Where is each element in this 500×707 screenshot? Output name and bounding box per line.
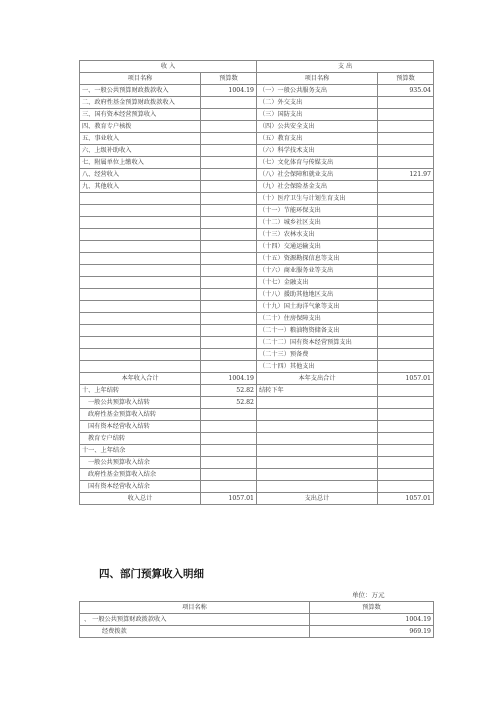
carryover-row: [80, 385, 434, 397]
income-total-label: 本年收入合计: [80, 373, 201, 385]
expense-item-value: [378, 193, 434, 205]
expense-item-value: [378, 145, 434, 157]
income-header: 收 入: [80, 61, 257, 73]
expense-item-value: [378, 241, 434, 253]
carryover-item-value: 52.82: [201, 397, 257, 409]
carryover-row: [80, 421, 434, 433]
carryover-row: [80, 481, 434, 493]
income-item-value: [201, 265, 257, 277]
carryover-expense-name: [257, 409, 378, 421]
carryover-row: [80, 469, 434, 481]
expense-total-value: 1057.01: [378, 373, 434, 385]
income-item-value: [201, 277, 257, 289]
carryover-row: [80, 457, 434, 469]
income-item-name: [80, 253, 201, 265]
expense-item-name: （二十二）国有资本经营预算支出: [257, 337, 378, 349]
carryover-expense-value: [378, 433, 434, 445]
carryover-item-value: [201, 457, 257, 469]
section-title: 四、部门预算收入明细: [99, 568, 204, 580]
expense-item-value: [378, 325, 434, 337]
income-item-value: [201, 289, 257, 301]
unit-label: 单位：万元: [352, 591, 385, 599]
income-item-name: [80, 241, 201, 253]
income-item-value: 1004.19: [201, 85, 257, 97]
carryover-item-name: 国有资本经营收入结余: [80, 481, 201, 493]
table-row: [80, 277, 434, 289]
carryover-expense-value: [378, 397, 434, 409]
income-item-name: [80, 361, 201, 373]
carryover-item-name: 十、上年结转: [80, 385, 201, 397]
table-row: [80, 337, 434, 349]
annual-total-row: [80, 373, 434, 385]
income-item-value: [201, 337, 257, 349]
expense-col-budget: 预算数: [378, 73, 434, 85]
income-item-name: 四、教育专户核拨: [80, 121, 201, 133]
income-item-value: [201, 205, 257, 217]
carryover-item-value: [201, 409, 257, 421]
carryover-row: [80, 409, 434, 421]
expense-item-name: （十九）国土海洋气象等支出: [257, 301, 378, 313]
detail-col-budget: 预算数: [310, 602, 434, 614]
income-item-value: [201, 349, 257, 361]
carryover-expense-name: 结转下年: [257, 385, 378, 397]
income-detail-body: [80, 602, 434, 638]
expense-item-name: （七）文化体育与传媒支出: [257, 157, 378, 169]
income-col-item: 项目名称: [80, 73, 201, 85]
expense-item-value: [378, 277, 434, 289]
expense-col-item: 项目名称: [257, 73, 378, 85]
carryover-expense-value: [378, 409, 434, 421]
income-item-value: [201, 229, 257, 241]
expense-item-name: （九）社会保险基金支出: [257, 181, 378, 193]
table-row: [80, 253, 434, 265]
income-item-value: [201, 217, 257, 229]
table-row: [80, 109, 434, 121]
carryover-expense-value: [378, 445, 434, 457]
carryover-expense-name: [257, 397, 378, 409]
income-item-value: [201, 157, 257, 169]
carryover-expense-name: [257, 469, 378, 481]
income-item-value: [201, 313, 257, 325]
table-row: [80, 361, 434, 373]
carryover-expense-value: [378, 457, 434, 469]
column-header-row: [80, 73, 434, 85]
table-row: [80, 313, 434, 325]
income-item-name: 五、事业收入: [80, 133, 201, 145]
carryover-expense-value: [378, 421, 434, 433]
income-item-name: [80, 289, 201, 301]
detail-row: [80, 614, 434, 626]
income-item-name: [80, 301, 201, 313]
expense-item-value: [378, 97, 434, 109]
table-row: [80, 121, 434, 133]
table-row: [80, 145, 434, 157]
table-row: [80, 169, 434, 181]
carryover-item-value: [201, 421, 257, 433]
detail-col-item: 项目名称: [80, 602, 310, 614]
table-row: [80, 85, 434, 97]
carryover-expense-name: [257, 433, 378, 445]
expense-item-value: [378, 313, 434, 325]
income-item-value: [201, 241, 257, 253]
expense-item-name: （十八）援助其他地区支出: [257, 289, 378, 301]
expense-item-name: （十七）金融支出: [257, 277, 378, 289]
carryover-expense-value: [378, 469, 434, 481]
expense-item-value: [378, 265, 434, 277]
expense-item-value: [378, 289, 434, 301]
detail-row: [80, 626, 434, 638]
income-item-value: [201, 253, 257, 265]
expense-item-value: [378, 205, 434, 217]
carryover-expense-name: [257, 457, 378, 469]
income-item-value: [201, 301, 257, 313]
carryover-item-value: [201, 481, 257, 493]
expense-item-value: [378, 133, 434, 145]
expense-item-value: 935.04: [378, 85, 434, 97]
income-item-name: 一、一般公共预算财政拨款收入: [80, 85, 201, 97]
table-row: [80, 157, 434, 169]
income-item-name: [80, 325, 201, 337]
expense-item-value: [378, 121, 434, 133]
expense-item-name: （二十一）粮油物资储备支出: [257, 325, 378, 337]
expense-item-value: [378, 109, 434, 121]
expense-item-name: （五）教育支出: [257, 133, 378, 145]
expense-item-name: （十四）交通运输支出: [257, 241, 378, 253]
table-row: [80, 193, 434, 205]
income-item-name: [80, 277, 201, 289]
income-item-name: 八、经营收入: [80, 169, 201, 181]
income-detail-table: [79, 601, 434, 638]
budget-summary-table: [79, 60, 434, 505]
expense-item-name: （二十）住房保障支出: [257, 313, 378, 325]
expense-item-name: （六）科学技术支出: [257, 145, 378, 157]
carryover-item-name: 政府性基金预算收入结余: [80, 469, 201, 481]
table-row: [80, 265, 434, 277]
expense-item-value: [378, 229, 434, 241]
table-row: [80, 217, 434, 229]
income-item-value: [201, 181, 257, 193]
income-item-name: [80, 313, 201, 325]
grand-total-row: [80, 493, 434, 505]
carryover-row: [80, 397, 434, 409]
grand-expense-label: 支出总计: [257, 493, 378, 505]
table-row: [80, 97, 434, 109]
detail-item-value: 969.19: [310, 626, 434, 638]
expense-item-name: （十一）节能环保支出: [257, 205, 378, 217]
income-item-value: [201, 145, 257, 157]
table-row: [80, 325, 434, 337]
carryover-item-name: 十一、上年结余: [80, 445, 201, 457]
table-row: [80, 301, 434, 313]
carryover-item-name: 教育专户结转: [80, 433, 201, 445]
header-row: [80, 61, 434, 73]
expense-item-value: [378, 181, 434, 193]
income-item-name: [80, 229, 201, 241]
carryover-expense-value: [378, 481, 434, 493]
expense-item-name: （三）国防支出: [257, 109, 378, 121]
income-item-name: 七、附属单位上缴收入: [80, 157, 201, 169]
expense-item-name: （二十三）预备费: [257, 349, 378, 361]
detail-header-row: [80, 602, 434, 614]
income-item-value: [201, 97, 257, 109]
carryover-expense-name: [257, 445, 378, 457]
carryover-item-name: 政府性基金预算收入结转: [80, 409, 201, 421]
carryover-item-name: 一般公共预算收入结转: [80, 397, 201, 409]
expense-item-value: [378, 157, 434, 169]
table-row: [80, 229, 434, 241]
table-row: [80, 349, 434, 361]
income-item-name: 六、上级补助收入: [80, 145, 201, 157]
carryover-item-name: 国有资本经营收入结转: [80, 421, 201, 433]
income-col-budget: 预算数: [201, 73, 257, 85]
income-item-name: 三、国有资本经营预算收入: [80, 109, 201, 121]
expense-item-name: （一）一般公共服务支出: [257, 85, 378, 97]
income-item-value: [201, 169, 257, 181]
carryover-item-value: [201, 433, 257, 445]
carryover-expense-name: [257, 421, 378, 433]
detail-item-name: 、 一般公共预算财政拨款收入: [80, 614, 310, 626]
detail-item-name: 经费拨款: [80, 626, 310, 638]
expense-item-name: （十六）商业服务业等支出: [257, 265, 378, 277]
income-item-name: [80, 337, 201, 349]
income-item-value: [201, 325, 257, 337]
expense-item-name: （八）社会保障和就业支出: [257, 169, 378, 181]
expense-item-value: [378, 337, 434, 349]
income-item-name: 九、其他收入: [80, 181, 201, 193]
expense-item-value: [378, 349, 434, 361]
income-item-value: [201, 361, 257, 373]
grand-income-label: 收入总计: [80, 493, 201, 505]
carryover-item-value: 52.82: [201, 385, 257, 397]
income-item-name: [80, 205, 201, 217]
carryover-item-value: [201, 445, 257, 457]
expense-item-name: （四）公共安全支出: [257, 121, 378, 133]
expense-item-value: [378, 361, 434, 373]
expense-item-name: （十）医疗卫生与计划生育支出: [257, 193, 378, 205]
income-item-name: 二、政府性基金预算财政拨款收入: [80, 97, 201, 109]
income-item-value: [201, 133, 257, 145]
expense-item-value: 121.97: [378, 169, 434, 181]
carryover-item-name: 一般公共预算收入结余: [80, 457, 201, 469]
income-item-name: [80, 217, 201, 229]
carryover-expense-value: [378, 385, 434, 397]
expense-total-label: 本年支出合计: [257, 373, 378, 385]
income-item-name: [80, 193, 201, 205]
expense-item-value: [378, 217, 434, 229]
expense-item-name: （十二）城乡社区支出: [257, 217, 378, 229]
expense-item-value: [378, 253, 434, 265]
income-item-value: [201, 109, 257, 121]
expense-header: 支 出: [257, 61, 434, 73]
table-row: [80, 181, 434, 193]
grand-income-value: 1057.01: [201, 493, 257, 505]
income-item-value: [201, 121, 257, 133]
carryover-row: [80, 433, 434, 445]
budget-summary-body: [80, 61, 434, 505]
income-item-name: [80, 349, 201, 361]
carryover-expense-name: [257, 481, 378, 493]
grand-expense-value: 1057.01: [378, 493, 434, 505]
table-row: [80, 205, 434, 217]
expense-item-value: [378, 301, 434, 313]
expense-item-name: （十五）资源勘探信息等支出: [257, 253, 378, 265]
income-total-value: 1004.19: [201, 373, 257, 385]
expense-item-name: （二）外交支出: [257, 97, 378, 109]
table-row: [80, 241, 434, 253]
income-item-name: [80, 265, 201, 277]
expense-item-name: （二十四）其他支出: [257, 361, 378, 373]
income-item-value: [201, 193, 257, 205]
expense-item-name: （十三）农林水支出: [257, 229, 378, 241]
table-row: [80, 133, 434, 145]
detail-item-value: 1004.19: [310, 614, 434, 626]
carryover-item-value: [201, 469, 257, 481]
table-row: [80, 289, 434, 301]
carryover-row: [80, 445, 434, 457]
